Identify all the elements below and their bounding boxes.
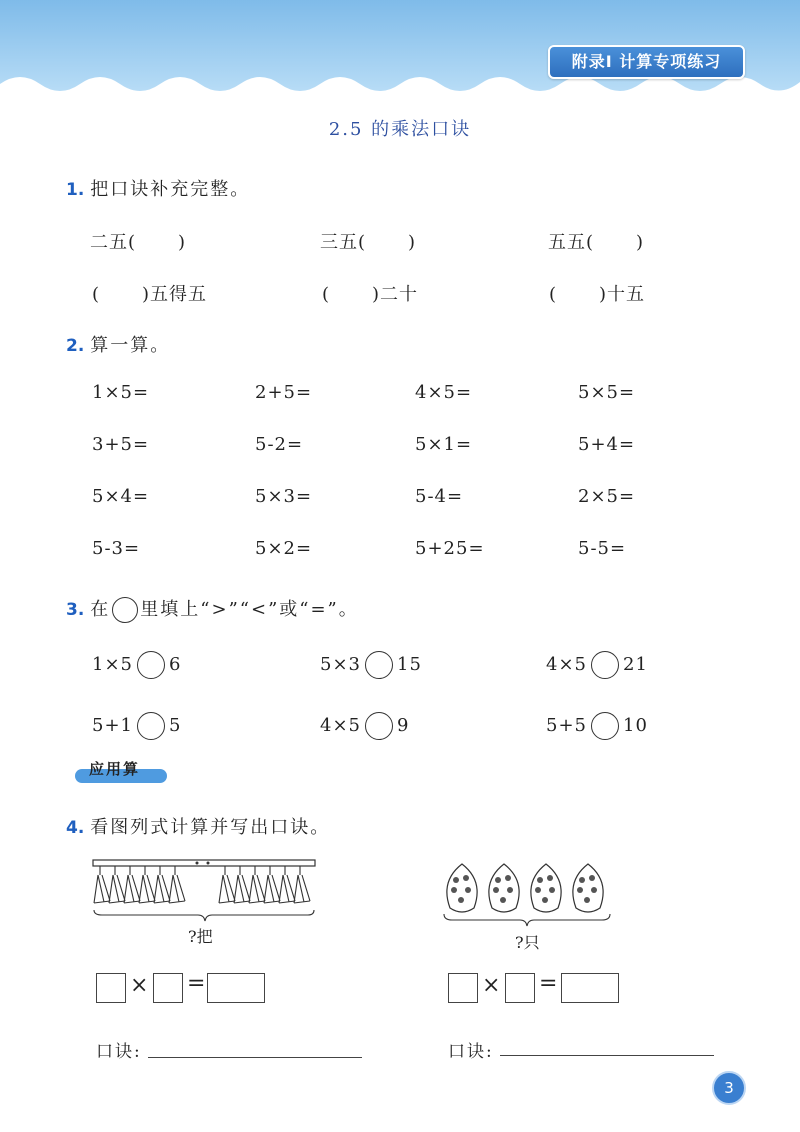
calc-item: 1×5=: [92, 382, 150, 403]
question-number: 3.: [66, 600, 85, 620]
calc-item: 3+5=: [92, 434, 150, 455]
calc-item: 5-2=: [255, 434, 304, 455]
q1-item: ( )十五: [549, 284, 646, 305]
compare-item: 4×5 9: [320, 712, 409, 740]
factor-box[interactable]: [505, 973, 535, 1003]
question-prompt: 看图列式计算并写出口诀。: [90, 817, 331, 838]
compare-item: 5+1 5: [92, 712, 181, 740]
question-prompt-start: 在: [90, 599, 111, 620]
times-sign: ×: [482, 973, 501, 998]
calc-item: 5+25=: [415, 538, 485, 559]
calc-item: 5×4=: [92, 486, 150, 507]
answer-circle[interactable]: [365, 651, 393, 679]
q1-item: 五五( ): [548, 232, 645, 253]
q1-item: ( )五得五: [92, 284, 208, 305]
calc-item: 5-3=: [92, 538, 141, 559]
compare-item: 4×5 21: [546, 651, 648, 679]
appendix-tag: 附录Ⅰ 计算专项练习: [548, 45, 745, 79]
ladybugs-illustration: [440, 856, 620, 928]
rhyme-label: 口诀:: [96, 1042, 142, 1062]
answer-circle[interactable]: [591, 651, 619, 679]
factor-box[interactable]: [448, 973, 478, 1003]
answer-circle[interactable]: [137, 712, 165, 740]
rhyme-label: 口诀:: [448, 1042, 494, 1062]
question-number: 2.: [66, 336, 85, 356]
times-sign: ×: [130, 973, 149, 998]
factor-box[interactable]: [96, 973, 126, 1003]
rhyme-answer-line[interactable]: [500, 1055, 714, 1056]
question-number: 1.: [66, 180, 85, 200]
question-4-heading: [66, 813, 330, 839]
factor-box[interactable]: [153, 973, 183, 1003]
question-number: 4.: [66, 818, 85, 838]
q1-item: ( )二十: [322, 284, 419, 305]
calc-item: 5×2=: [255, 538, 313, 559]
calc-item: 2+5=: [255, 382, 313, 403]
question-1-heading: [66, 175, 250, 201]
calc-item: 4×5=: [415, 382, 473, 403]
calc-item: 5+4=: [578, 434, 636, 455]
product-box[interactable]: [561, 973, 619, 1003]
question-prompt: 把口诀补充完整。: [90, 179, 251, 200]
calc-item: 2×5=: [578, 486, 636, 507]
answer-circle[interactable]: [137, 651, 165, 679]
compare-item: 5×3 15: [320, 651, 422, 679]
equals-sign: =: [539, 971, 558, 996]
umbrellas-illustration: [90, 855, 320, 925]
umbrella-count-caption: ?把: [188, 927, 213, 946]
badge-label: 应用算: [89, 760, 141, 778]
question-3-heading: [66, 595, 359, 623]
product-box[interactable]: [207, 973, 265, 1003]
calc-item: 5×5=: [578, 382, 636, 403]
answer-circle[interactable]: [365, 712, 393, 740]
page-number: 3: [712, 1071, 746, 1105]
calc-item: 5×3=: [255, 486, 313, 507]
compare-item: 5+5 10: [546, 712, 648, 740]
rhyme-answer-line[interactable]: [148, 1057, 362, 1058]
q1-item: 三五( ): [320, 232, 417, 253]
answer-circle-icon: [112, 597, 138, 623]
compare-item: 1×5 6: [92, 651, 181, 679]
question-2-heading: [66, 331, 170, 357]
ladybug-count-caption: ?只: [515, 933, 540, 952]
calc-item: 5×1=: [415, 434, 473, 455]
q1-item: 二五( ): [90, 232, 187, 253]
question-prompt-end: 里填上“>”“<”或“=”。: [140, 599, 359, 620]
calc-item: 5-5=: [578, 538, 627, 559]
question-prompt: 算一算。: [90, 335, 171, 356]
equals-sign: =: [187, 971, 206, 996]
answer-circle[interactable]: [591, 712, 619, 740]
application-badge: [75, 757, 167, 783]
calc-item: 5-4=: [415, 486, 464, 507]
lesson-title: 2.5 的乘法口诀: [328, 119, 472, 140]
